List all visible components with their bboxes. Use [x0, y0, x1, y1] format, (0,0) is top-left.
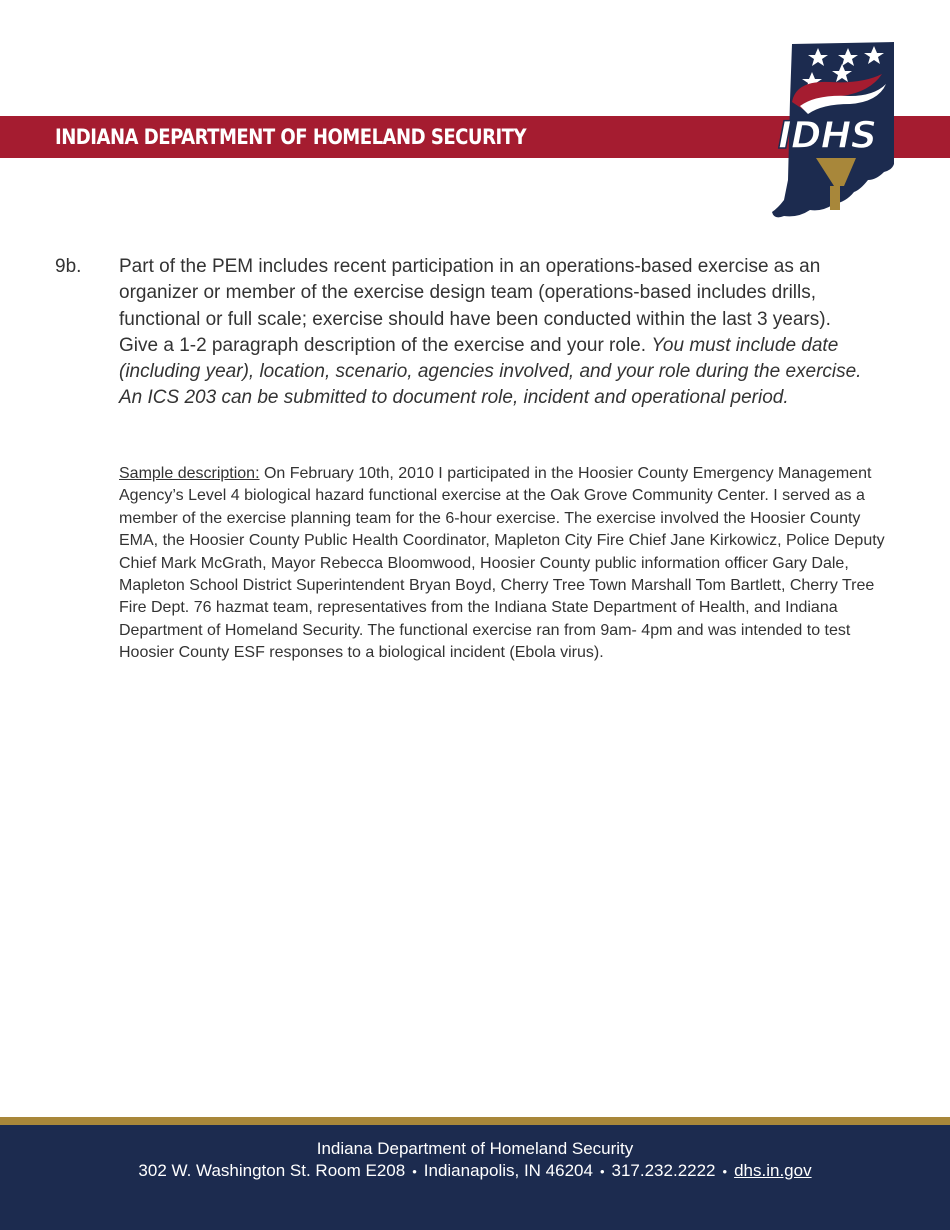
footer [0, 1125, 950, 1230]
website-link[interactable]: dhs.in.gov [734, 1161, 812, 1180]
bullet-separator: • [722, 1164, 728, 1179]
bullet-separator: • [599, 1164, 605, 1179]
footer-org: Indiana Department of Homeland Security [316, 1139, 634, 1158]
idhs-logo [770, 40, 910, 222]
sample-label: Sample description: [119, 465, 260, 482]
bullet-separator: • [412, 1164, 417, 1179]
footer-address: 302 W. Washington St. Room E208 [138, 1161, 406, 1180]
svg-text:IDHS: IDHS [778, 114, 877, 157]
item-text-italic: You must include date (including year), location, scenario, agencies involved, and your role during the exercise. An ICS 203 can be submitted to document role, incident and operational period. [119, 334, 862, 409]
footer-city: Indianapolis, IN 46204 [423, 1161, 593, 1180]
item-text-regular: Part of the PEM includes recent participation in an operations-based exercise as an organizer or member of the exercise design team (operations-based includes drills, functional or full scale; exercise should have been conducted within the last 3 years). Give a 1-2 paragraph description of the exercise and your role. [119, 256, 831, 356]
footer-gold-stripe [0, 1117, 950, 1125]
footer-phone: 317.232.2222 [611, 1161, 716, 1180]
item-text [119, 254, 871, 412]
item-number: 9b. [55, 256, 82, 277]
sample-description [119, 463, 899, 665]
sample-text: On February 10th, 2010 I participated in the Hoosier County Emergency Management Agency’s Level 4 biological hazard functional exercise at the Oak Grove Community Center. I served as a member of the exercise planning team for the 6-hour exercise. The exercise involved the Hoosier County EMA, the Hoosier County Public Health Coordinator, Mapleton City Fire Chief Jane Kirkowicz, Police Deputy Chief Mark McGrath, Mayor Rebecca Bloomwood, Hoosier County public information officer Gary Dale, Mapleton School District Superintendent Bryan Boyd, Cherry Tree Town Marshall Tom Bartlett, Cherry Tree Fire Dept. 76 hazmat team, representatives from the Indiana State Department of Health, and Indiana Department of Homeland Security. The functional exercise ran from 9am- 4pm and was intended to test Hoosier County ESF responses to a biological incident (Ebola virus). [119, 465, 885, 662]
header-title: INDIANA DEPARTMENT OF HOMELAND SECURITY [55, 125, 527, 149]
footer-contact [0, 1160, 950, 1183]
